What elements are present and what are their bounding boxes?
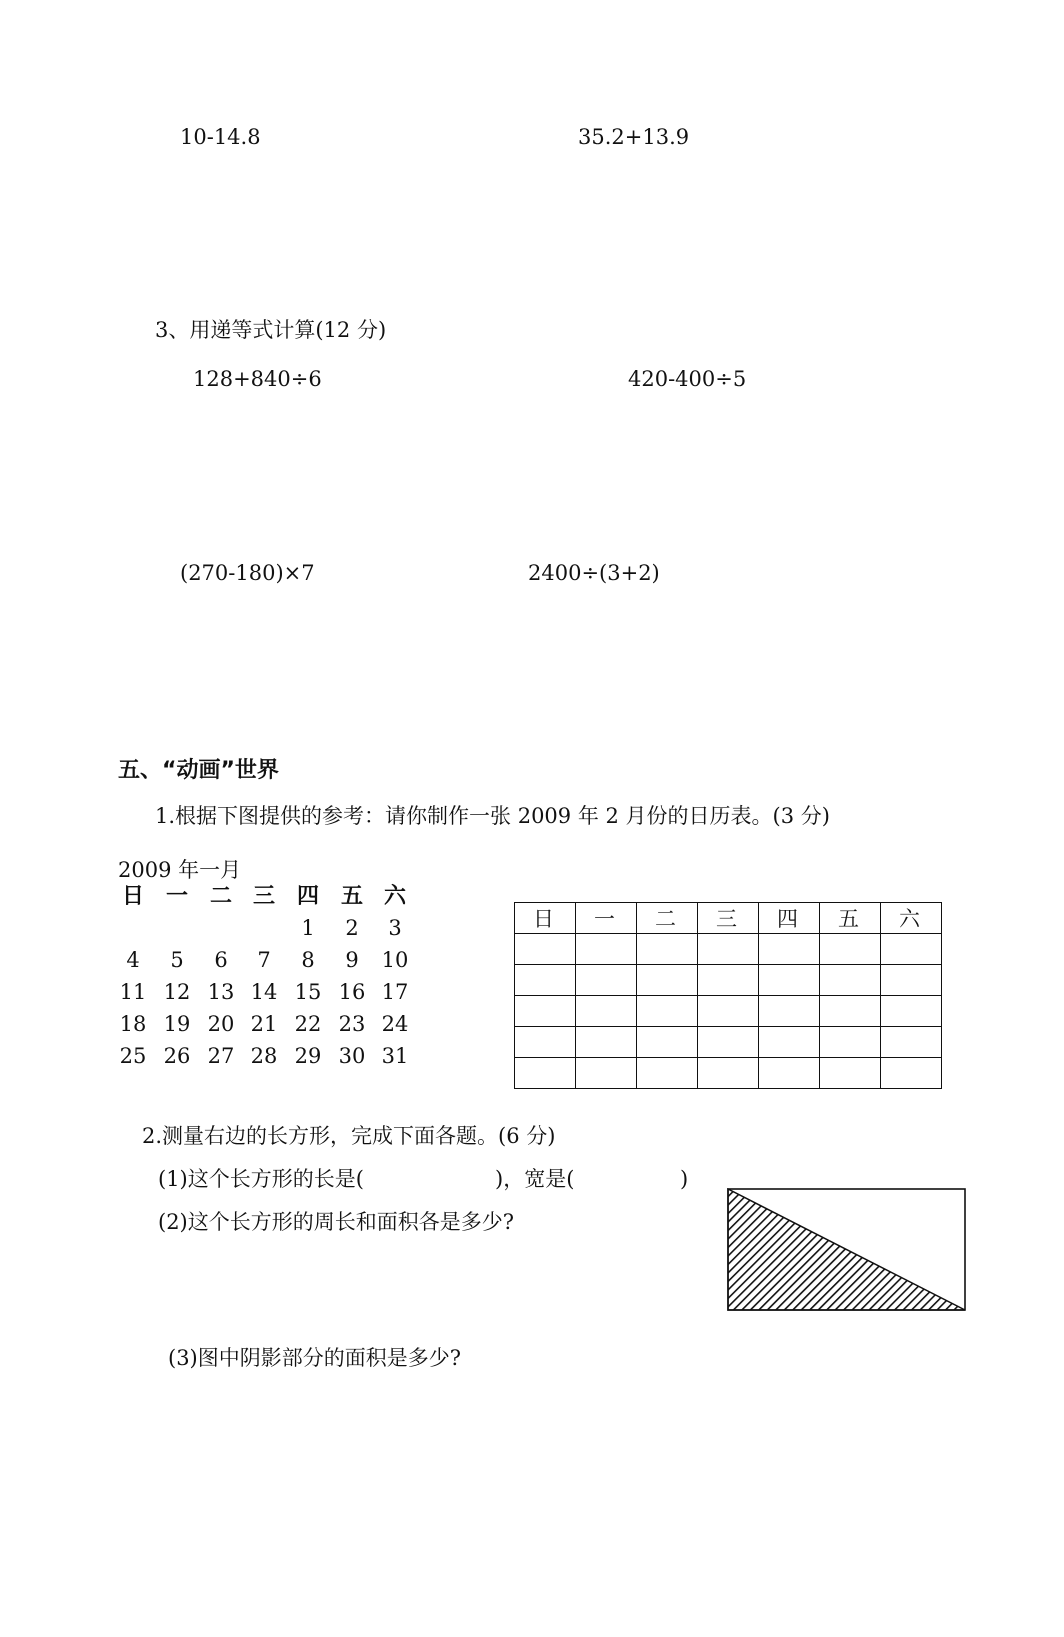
feb-blank-cell[interactable] bbox=[881, 1058, 942, 1089]
feb-blank-cell[interactable] bbox=[637, 1027, 698, 1058]
feb-weekday-header: 二 bbox=[637, 903, 698, 934]
feb-blank-cell[interactable] bbox=[698, 965, 759, 996]
feb-blank-cell[interactable] bbox=[759, 1027, 820, 1058]
jan-day-cell: 3 bbox=[388, 916, 402, 940]
jan-weekday-header: 日 bbox=[121, 884, 144, 909]
expr-128-plus: 128+840÷6 bbox=[193, 367, 322, 391]
feb-blank-cell[interactable] bbox=[881, 1027, 942, 1058]
feb-blank-cell[interactable] bbox=[820, 1058, 881, 1089]
feb-blank-cell[interactable] bbox=[515, 934, 576, 965]
jan-day-cell: 27 bbox=[207, 1044, 235, 1068]
feb-blank-cell[interactable] bbox=[881, 996, 942, 1027]
jan-day-cell: 25 bbox=[119, 1044, 147, 1068]
feb-blank-row bbox=[515, 934, 942, 965]
jan-day-cell: 8 bbox=[301, 948, 315, 972]
jan-day-cell: 14 bbox=[250, 980, 278, 1004]
feb-blank-cell[interactable] bbox=[759, 934, 820, 965]
feb-blank-cell[interactable] bbox=[698, 996, 759, 1027]
feb-blank-cell[interactable] bbox=[576, 1058, 637, 1089]
feb-weekday-header: 一 bbox=[576, 903, 637, 934]
feb-blank-cell[interactable] bbox=[759, 965, 820, 996]
feb-blank-cell[interactable] bbox=[698, 1058, 759, 1089]
jan-day-cell: 20 bbox=[207, 1012, 235, 1036]
feb-blank-cell[interactable] bbox=[698, 1027, 759, 1058]
jan-day-cell: 4 bbox=[126, 948, 140, 972]
jan-day-cell: 29 bbox=[294, 1044, 322, 1068]
jan-day-cell: 7 bbox=[257, 948, 271, 972]
feb-blank-cell[interactable] bbox=[820, 996, 881, 1027]
feb-blank-cell[interactable] bbox=[759, 996, 820, 1027]
q2-3-shaded-area: (3)图中阴影部分的面积是多少? bbox=[168, 1346, 462, 1370]
jan-weekday-header: 五 bbox=[340, 884, 363, 909]
rectangle-figure bbox=[727, 1188, 967, 1312]
feb-blank-cell[interactable] bbox=[637, 1058, 698, 1089]
jan-day-cell: 30 bbox=[338, 1044, 366, 1068]
jan-weekday-header: 四 bbox=[296, 884, 319, 909]
jan-day-cell: 16 bbox=[338, 980, 366, 1004]
jan-day-cell: 24 bbox=[381, 1012, 409, 1036]
feb-blank-row bbox=[515, 996, 942, 1027]
jan-day-cell: 18 bbox=[119, 1012, 147, 1036]
feb-blank-row bbox=[515, 1058, 942, 1089]
jan-weekday-header: 三 bbox=[252, 884, 275, 909]
jan-day-cell: 12 bbox=[163, 980, 191, 1004]
jan-weekday-header: 六 bbox=[383, 884, 406, 909]
feb-blank-cell[interactable] bbox=[759, 1058, 820, 1089]
jan-day-cell: 2 bbox=[345, 916, 359, 940]
feb-blank-cell[interactable] bbox=[881, 965, 942, 996]
section5-title: 五、“动画”世界 bbox=[118, 758, 279, 783]
expr-10-minus-14-8: 10-14.8 bbox=[180, 125, 261, 149]
feb-blank-cell[interactable] bbox=[881, 934, 942, 965]
feb-blank-cell[interactable] bbox=[576, 934, 637, 965]
feb-blank-cell[interactable] bbox=[515, 996, 576, 1027]
jan-day-cell: 15 bbox=[294, 980, 322, 1004]
jan-day-cell: 19 bbox=[163, 1012, 191, 1036]
jan-day-cell: 5 bbox=[170, 948, 184, 972]
jan-day-cell: 22 bbox=[294, 1012, 322, 1036]
shaded-triangle bbox=[728, 1189, 965, 1310]
feb-blank-cell[interactable] bbox=[820, 965, 881, 996]
feb-blank-cell[interactable] bbox=[576, 1027, 637, 1058]
jan-day-cell: 23 bbox=[338, 1012, 366, 1036]
q2-1-close-paren: ) bbox=[680, 1167, 689, 1191]
feb-header-row bbox=[515, 903, 942, 934]
feb-blank-cell[interactable] bbox=[637, 965, 698, 996]
feb-weekday-header: 三 bbox=[698, 903, 759, 934]
jan-day-cell: 26 bbox=[163, 1044, 191, 1068]
jan-weekday-header: 一 bbox=[165, 884, 188, 909]
feb-weekday-header: 五 bbox=[820, 903, 881, 934]
feb-blank-cell[interactable] bbox=[515, 1027, 576, 1058]
feb-blank-row bbox=[515, 965, 942, 996]
jan-caption: 2009 年一月 bbox=[118, 858, 242, 882]
feb-blank-cell[interactable] bbox=[576, 965, 637, 996]
jan-day-cell: 28 bbox=[250, 1044, 278, 1068]
expr-270-180-times-7: (270-180)×7 bbox=[180, 561, 315, 585]
expr-35-2-plus-13-9: 35.2+13.9 bbox=[578, 125, 690, 149]
jan-day-cell: 1 bbox=[301, 916, 315, 940]
feb-blank-cell[interactable] bbox=[820, 1027, 881, 1058]
feb-blank-cell[interactable] bbox=[637, 996, 698, 1027]
feb-blank-cell[interactable] bbox=[698, 934, 759, 965]
jan-day-cell: 9 bbox=[345, 948, 359, 972]
jan-weekday-header: 二 bbox=[209, 884, 232, 909]
jan-day-cell: 6 bbox=[214, 948, 228, 972]
feb-blank-row bbox=[515, 1027, 942, 1058]
feb-blank-cell[interactable] bbox=[576, 996, 637, 1027]
feb-weekday-header: 四 bbox=[759, 903, 820, 934]
expr-2400-div: 2400÷(3+2) bbox=[528, 561, 660, 585]
feb-blank-cell[interactable] bbox=[515, 965, 576, 996]
jan-day-cell: 13 bbox=[207, 980, 235, 1004]
feb-blank-cell[interactable] bbox=[515, 1058, 576, 1089]
q2-1-width-prompt: )，宽是( bbox=[495, 1167, 575, 1191]
feb-calendar-table bbox=[514, 902, 942, 1089]
expr-420-minus: 420-400÷5 bbox=[628, 367, 747, 391]
q2-instruction: 2.测量右边的长方形，完成下面各题。(6 分) bbox=[142, 1124, 556, 1148]
feb-blank-cell[interactable] bbox=[637, 934, 698, 965]
jan-day-cell: 17 bbox=[381, 980, 409, 1004]
jan-day-cell: 31 bbox=[381, 1044, 409, 1068]
feb-weekday-header: 六 bbox=[881, 903, 942, 934]
q2-2-perimeter-area: (2)这个长方形的周长和面积各是多少? bbox=[158, 1210, 515, 1234]
jan-day-cell: 21 bbox=[250, 1012, 278, 1036]
q2-1-length-prompt: (1)这个长方形的长是( bbox=[158, 1167, 364, 1191]
jan-day-cell: 10 bbox=[381, 948, 409, 972]
jan-day-cell: 11 bbox=[119, 980, 147, 1004]
q1-instruction: 1.根据下图提供的参考：请你制作一张 2009 年 2 月份的日历表。(3 分) bbox=[155, 804, 830, 828]
feb-blank-cell[interactable] bbox=[820, 934, 881, 965]
feb-weekday-header: 日 bbox=[515, 903, 576, 934]
calc3-heading: 3、用递等式计算(12 分) bbox=[155, 318, 387, 342]
